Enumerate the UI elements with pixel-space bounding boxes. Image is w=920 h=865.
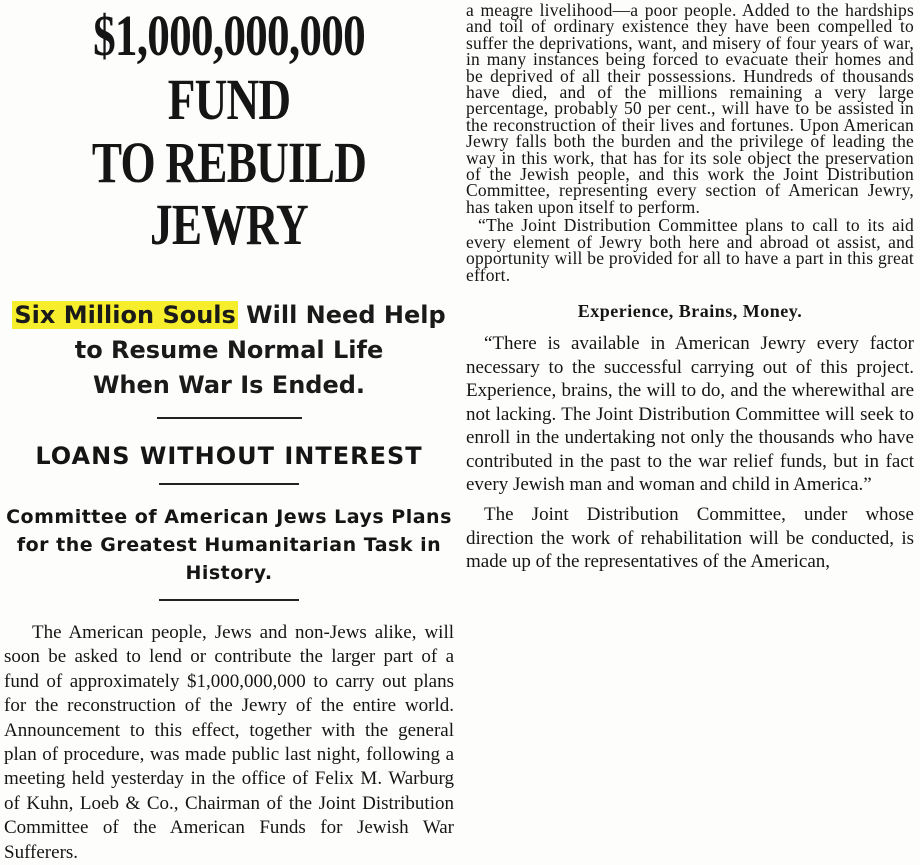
article-paragraph: “The Joint Distribution Committee plans to call to its aid every element of Jewry both here and abroad ot assist, and opportunity will be provided for all to have a part in this great effort. xyxy=(466,215,914,285)
left-column xyxy=(0,0,458,865)
article-lead-paragraph: The American people, Jews and non-Jews alike, will soon be asked to lend or contribute the larger part of a fund of approximately $1,000,000,000 to carry out plans for the reconstruction of the Jewry of the entire world. Announcement to this effect, together with the general plan of procedure, was made public last night, following a meeting held yesterday in the office of Felix M. Warburg of Kuhn, Loeb & Co., Chairman of the Joint Distribution Committee of the American Funds for Jewish War Sufferers. xyxy=(4,622,454,863)
headline-line-2: TO REBUILD JEWRY xyxy=(91,130,367,257)
highlighted-phrase: Six Million Souls xyxy=(14,301,236,329)
subheadline-loans: LOANS WITHOUT INTEREST xyxy=(35,442,423,470)
section-subhead: Experience, Brains, Money. xyxy=(577,300,803,321)
divider-rule xyxy=(159,483,299,485)
divider-rule xyxy=(159,599,299,601)
deck-line-3: When War Is Ended. xyxy=(92,371,366,399)
divider-rule xyxy=(157,417,302,419)
subdeck: Committee of American Jews Lays Plans for the Greatest Humanitarian Task in History. xyxy=(6,506,452,584)
right-column xyxy=(466,0,914,574)
deck-line-1 xyxy=(0,298,458,333)
article-paragraph: a meagre livelihood—a poor people. Added to the hardships and toil of ordinary existence they have been compelled to suffer the deprivations, want, and misery of four years of war, in many instances being forced to evacuate their homes and be deprived of all their possessions. Hundreds of thousands have died, and of the millions remaining a very large percentage, probably 50 per cent., will have to be assisted in the reconstruction of their lives and fortunes. Upon American Jewry falls both the burden and the privilege of leading the way in this work, that has for its sole object the preservation of the Jewish people, and this work the Joint Distribution Committee, representing every section of American Jewry, has taken upon itself to perform. xyxy=(466,0,914,217)
deck-line-2: to Resume Normal Life xyxy=(74,336,384,364)
article-paragraph: “There is available in American Jewry every factor necessary to the successful carrying out of this project. Experience, brains, the will to do, and the wherewithal are not lacking. The Joint Distribution Committee will seek to enroll in the undertaking not only the thousands who have contributed in the past to the war relief funds, but in fact every Jewish man and woman and child in America.” xyxy=(466,332,914,496)
headline-line-1: $1,000,000,000 FUND xyxy=(93,3,365,132)
deck-line-1-rest: Will Need Help xyxy=(237,301,446,329)
article-paragraph: The Joint Distribution Committee, under whose direction the work of rehabilitation will be conducted, is made up of the representatives of the American, xyxy=(466,504,914,573)
